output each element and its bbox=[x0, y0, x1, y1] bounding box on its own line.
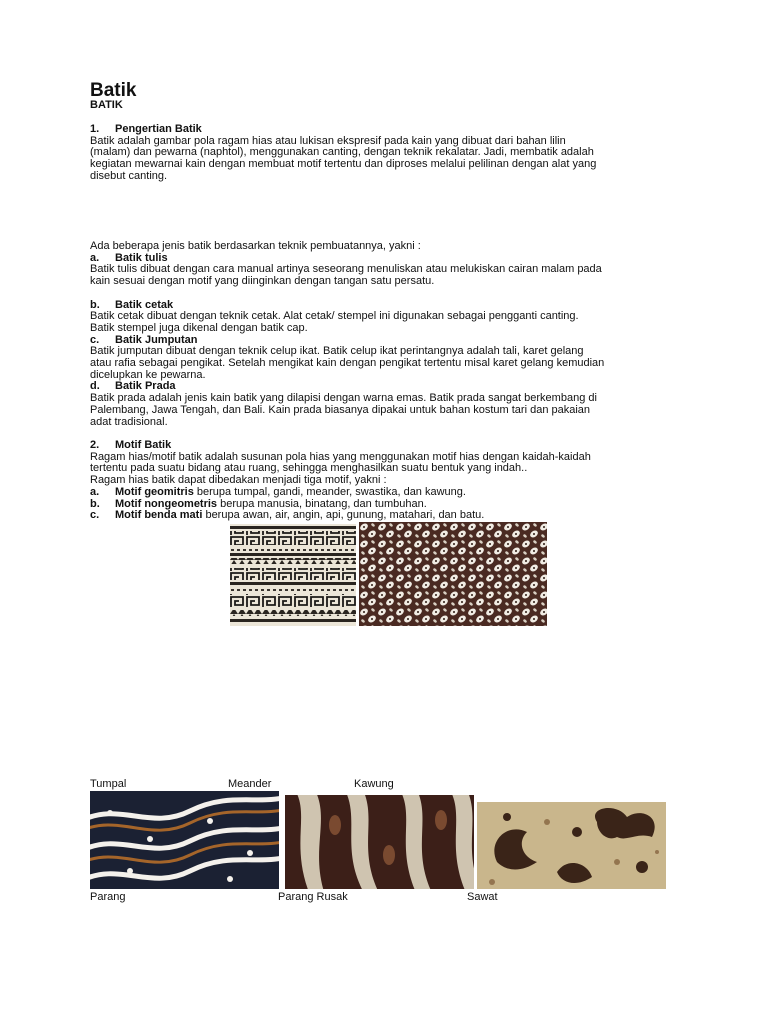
page-title: Batik bbox=[90, 80, 137, 101]
paragraph-line: Batik adalah gambar pola ragam hias atau lukisan ekspresif pada kain yang dibuat dari bahan lilin bbox=[90, 134, 566, 147]
section-jenis-batik bbox=[90, 241, 680, 428]
kawung-pattern-image bbox=[359, 522, 547, 626]
paragraph-line: Batik jumputan dibuat dengan teknik celup ikat. Batik celup ikat perintangnya adalah tali, karet gelang bbox=[90, 345, 584, 358]
subheading-batik-prada: d. Batik Prada bbox=[90, 380, 176, 393]
paragraph-line: Ragam hias batik dapat dibedakan menjadi tiga motif, yakni : bbox=[90, 474, 387, 487]
paragraph-line: Palembang, Jawa Tengah, dan Bali. Kain prada biasanya dipakai untuk bahan kostum tari dan pakaian bbox=[90, 403, 591, 416]
paragraph-line: Batik prada adalah jenis kain batik yang dilapisi dengan warna emas. Batik prada sangat berkembang di bbox=[90, 392, 597, 405]
motif-item: b. Motif nongeometris berupa manusia, binatang, dan tumbuhan. bbox=[90, 497, 427, 510]
subheading-batik-cetak: b. Batik cetak bbox=[90, 298, 174, 311]
section-pengertian bbox=[90, 124, 680, 183]
paragraph-line: (malam) dan pewarna (naphtol), menggunakan canting, dengan teknik rekalatar. Jadi, membatik adalah bbox=[90, 146, 594, 159]
parang-pattern-image bbox=[90, 791, 279, 889]
caption-kawung: Kawung bbox=[354, 778, 394, 790]
spacer bbox=[90, 288, 680, 300]
page-subtitle: BATIK bbox=[90, 99, 123, 111]
caption-parang-rusak: Parang Rusak bbox=[278, 891, 348, 903]
sawat-pattern-image bbox=[477, 802, 666, 889]
paragraph-line: Ragam hias/motif batik adalah susunan pola hias yang menggunakan motif hias dengan kaidah-kaidah bbox=[90, 450, 591, 463]
paragraph-line: Batik stempel juga dikenal dengan batik cap. bbox=[90, 321, 308, 334]
motif-item: a. Motif geomitris berupa tumpal, gandi, meander, swastika, dan kawung. bbox=[90, 485, 466, 498]
caption-parang: Parang bbox=[90, 891, 126, 903]
paragraph-line: disebut canting. bbox=[90, 169, 168, 182]
meander-pattern-image bbox=[230, 524, 356, 626]
section-motif bbox=[90, 440, 680, 522]
paragraph-line: Batik tulis dibuat dengan cara manual artinya seseorang menuliskan atau melukiskan cairan malam pada bbox=[90, 263, 602, 276]
motif-item: c. Motif benda mati berupa awan, air, angin, api, gunung, matahari, dan batu. bbox=[90, 509, 485, 522]
subheading-batik-jumputan: c. Batik Jumputan bbox=[90, 333, 198, 346]
caption-sawat: Sawat bbox=[467, 891, 498, 903]
paragraph-line: dicelupkan ke pewarna. bbox=[90, 368, 206, 381]
section-heading: 2. Motif Batik bbox=[90, 439, 172, 451]
parang-rusak-pattern-image bbox=[285, 795, 474, 889]
caption-meander: Meander bbox=[228, 778, 272, 790]
paragraph-line: kegiatan mewarnai kain dengan membuat motif tertentu dan diproses melalui pelilinan dengan alat yang bbox=[90, 158, 597, 171]
paragraph-line: atau rafia sebagai pengikat. Setelah mengikat kain dengan pengikat tertentu misal karet gelang kemudian bbox=[90, 357, 605, 370]
section-heading: 1. Pengertian Batik bbox=[90, 123, 202, 135]
paragraph-line: adat tradisional. bbox=[90, 415, 168, 428]
caption-tumpal: Tumpal bbox=[90, 778, 127, 790]
paragraph-line: tertentu pada suatu bidang atau ruang, sehingga menghasilkan suatu bentuk yang indah.. bbox=[90, 462, 528, 475]
paragraph-line: Batik cetak dibuat dengan teknik cetak. Alat cetak/ stempel ini digunakan sebagai pengganti canting. bbox=[90, 310, 579, 323]
intro-line: Ada beberapa jenis batik berdasarkan teknik pembuatannya, yakni : bbox=[90, 240, 421, 252]
subheading-batik-tulis: a. Batik tulis bbox=[90, 251, 168, 264]
paragraph-line: kain sesuai dengan motif yang diinginkan dengan tangan satu persatu. bbox=[90, 275, 435, 288]
